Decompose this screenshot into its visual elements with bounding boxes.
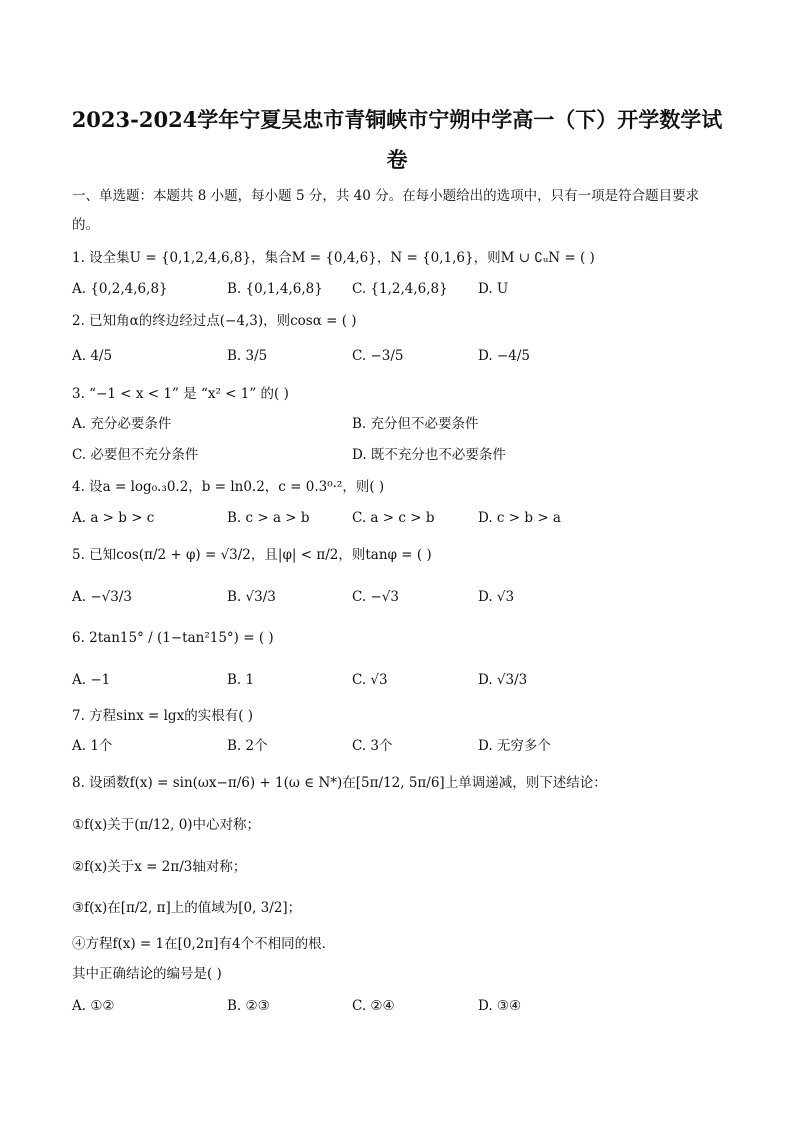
question-8-statement-3: ③f(x)在[π/2, π]上的值域为[0, 3/2]； (72, 900, 302, 916)
question-3-option-c: C. 必要但不充分条件 (72, 447, 199, 463)
question-1-option-b: B. {0,1,4,6,8} (227, 281, 323, 297)
question-8-statement-4: ④方程f(x) = 1在[0,2π]有4个不相同的根． (72, 936, 336, 952)
question-1-option-c: C. {1,2,4,6,8} (352, 281, 448, 297)
question-3-stem: 3. “−1 < x < 1” 是 “x² < 1” 的( ) (72, 386, 289, 402)
question-2-option-c: C. −3/5 (352, 348, 404, 364)
question-7-stem: 7. 方程sinx = lgx的实根有( ) (72, 708, 254, 724)
question-8-statement-2: ②f(x)关于x = 2π/3轴对称； (72, 859, 247, 875)
question-4-option-b: B. c > a > b (227, 510, 310, 526)
question-3-option-b: B. 充分但不必要条件 (352, 416, 479, 432)
question-7-option-a: A. 1个 (72, 738, 113, 754)
question-7-option-b: B. 2个 (227, 738, 268, 754)
question-8-option-a: A. ①② (72, 998, 115, 1014)
question-2-option-a: A. 4/5 (72, 348, 113, 364)
section-instruction-line1: 一、单选题：本题共 8 小题，每小题 5 分，共 40 分。在每小题给出的选项中，只有一项是符合题目要求 (72, 188, 700, 204)
question-8-option-b: B. ②③ (227, 998, 270, 1014)
question-4-option-d: D. c > b > a (478, 510, 561, 526)
question-6-option-d: D. √3/3 (478, 672, 528, 688)
question-2-option-b: B. 3/5 (227, 348, 268, 364)
question-1-option-d: D. U (478, 281, 509, 297)
question-5-option-c: C. −√3 (352, 589, 399, 605)
question-6-option-c: C. √3 (352, 672, 388, 688)
exam-title-line1: 2023-2024学年宁夏吴忠市青铜峡市宁朔中学高一（下）开学数学试 (71, 107, 723, 132)
question-5-option-d: D. √3 (478, 589, 515, 605)
question-5-option-b: B. √3/3 (227, 589, 276, 605)
question-8-statement-1: ①f(x)关于(π/12, 0)中心对称； (72, 817, 261, 833)
question-6-option-b: B. 1 (227, 672, 255, 688)
question-8-stem: 8. 设函数f(x) = sin(ωx−π/6) + 1(ω ∈ N*)在[5π/12, 5π/6]上单调递减，则下述结论： (72, 775, 607, 791)
exam-title-line2: 卷 (386, 147, 408, 172)
question-8-prompt: 其中正确结论的编号是( ) (72, 966, 222, 982)
question-3-option-d: D. 既不充分也不必要条件 (352, 447, 506, 463)
section-instruction-line2: 的。 (72, 217, 99, 233)
question-2-option-d: D. −4/5 (478, 348, 530, 364)
question-4-stem: 4. 设a = log₀.₃0.2，b = ln0.2，c = 0.3⁰·²，则( ) (72, 479, 385, 495)
question-4-option-a: A. a > b > c (72, 510, 155, 526)
question-1-option-a: A. {0,2,4,6,8} (72, 281, 168, 297)
question-6-option-a: A. −1 (72, 672, 111, 688)
question-8-option-d: D. ③④ (478, 998, 522, 1014)
question-4-option-c: C. a > c > b (352, 510, 435, 526)
question-6-stem: 6. 2tan15° / (1−tan²15°) = ( ) (72, 630, 274, 646)
question-8-option-c: C. ②④ (352, 998, 395, 1014)
question-7-option-d: D. 无穷多个 (478, 738, 551, 754)
question-3-option-a: A. 充分必要条件 (72, 416, 172, 432)
question-2-stem: 2. 已知角α的终边经过点(−4,3)，则cosα = ( ) (72, 313, 357, 329)
question-1-stem: 1. 设全集U = {0,1,2,4,6,8}，集合M = {0,4,6}，N = {0,1,6}，则M ∪ ∁ᵤN = ( ) (72, 250, 595, 266)
question-5-stem: 5. 已知cos(π/2 + φ) = √3/2，且|φ| < π/2，则tanφ = ( ) (72, 547, 432, 563)
question-5-option-a: A. −√3/3 (72, 589, 132, 605)
question-7-option-c: C. 3个 (352, 738, 393, 754)
